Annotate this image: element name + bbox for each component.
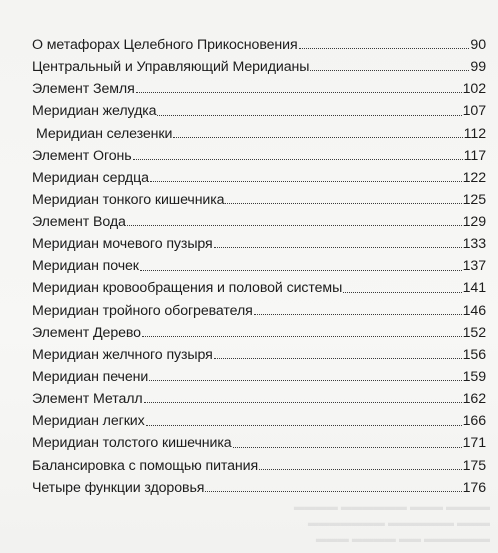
toc-entry: [32, 229, 486, 251]
toc-entry-page: 125: [462, 191, 486, 208]
toc-entry: [32, 362, 486, 384]
toc-entry-title: Четыре функции здоровья: [32, 479, 205, 496]
dot-leader: [310, 70, 469, 71]
toc-entry: [32, 141, 486, 163]
toc-entry-title: Меридиан тонкого кишечника: [32, 191, 225, 208]
dot-leader: [299, 48, 470, 49]
toc-entry: [32, 52, 486, 74]
toc-entry-page: 146: [462, 302, 486, 319]
toc-entry-page: 152: [462, 324, 486, 341]
toc-entry: [32, 274, 486, 296]
toc-entry-title: Элемент Огонь: [32, 147, 132, 164]
toc-entry-page: 162: [462, 391, 486, 408]
dot-leader: [343, 292, 461, 293]
dot-leader: [233, 447, 462, 448]
toc-entry-page: 171: [462, 435, 486, 452]
dot-leader: [149, 380, 461, 381]
toc-entry-page: 129: [462, 214, 486, 231]
toc-entry-page: 176: [462, 479, 486, 496]
dot-leader: [127, 225, 462, 226]
toc-entry-title: Меридиан сердца: [32, 169, 149, 186]
toc-entry: [32, 74, 486, 96]
toc-entry-title: Меридиан почек: [32, 258, 139, 275]
toc-entry: [32, 384, 486, 406]
toc-entry: [32, 296, 486, 318]
toc-entry-page: 112: [463, 125, 486, 142]
toc-entry: [32, 163, 486, 185]
toc-entry-title: Балансировка с помощью питания: [32, 457, 259, 474]
dot-leader: [150, 181, 462, 182]
toc-entry: [32, 185, 486, 207]
toc-entry-title: Меридиан печени: [32, 369, 149, 386]
toc-entry-page: 166: [462, 413, 486, 430]
toc-entry-page: 107: [462, 103, 486, 120]
dot-leader: [157, 115, 461, 116]
toc-entry-title: Меридиан мочевого пузыря: [32, 236, 213, 253]
toc-entry-title: Меридиан толстого кишечника: [32, 435, 232, 452]
toc-entry-title: О метафорах Целебного Прикосновения: [32, 36, 298, 53]
toc-entry-title: Элемент Земля: [32, 81, 135, 98]
toc-entry-title: Меридиан желчного пузыря: [32, 346, 213, 363]
toc-entry: [32, 340, 486, 362]
toc-entry-title: Центральный и Управляющий Меридианы: [32, 59, 310, 76]
toc-entry-title: Меридиан селезенки: [36, 125, 173, 142]
toc-entry-page: 141: [462, 280, 486, 297]
toc-entry-page: 102: [462, 81, 486, 98]
dot-leader: [214, 358, 462, 359]
toc-entry: [32, 207, 486, 229]
toc-entry: [32, 429, 486, 451]
toc-entry-title: Меридиан легких: [32, 413, 145, 430]
dot-leader: [136, 92, 462, 93]
toc-entry: [32, 451, 486, 473]
toc-entry: [32, 318, 486, 340]
dot-leader: [214, 247, 462, 248]
toc-entry: [32, 406, 486, 428]
toc-entry-page: 117: [463, 147, 486, 164]
toc-entry: [32, 251, 486, 273]
dot-leader: [205, 491, 461, 492]
dot-leader: [144, 402, 462, 403]
toc-entry-title: Меридиан тройного обогревателя: [32, 302, 253, 319]
toc-entry-page: 99: [470, 59, 486, 76]
bleed-through-text: ▬▬▬▬ ▬▬▬ ▬▬▬▬▬▬ ▬▬▬▬ ▬▬▬ ▬▬▬▬▬▬ ▬▬▬▬▬▬▬ ▬▬▬▬▬▬ ▬▬ ▬▬▬▬ ▬▬▬: [293, 501, 490, 545]
toc-entry: [32, 30, 486, 52]
toc-entry-page: 133: [462, 236, 486, 253]
toc-entry-page: 156: [462, 346, 486, 363]
toc-entry-title: Элемент Дерево: [32, 324, 141, 341]
toc-entry-title: Меридиан желудка: [32, 103, 157, 120]
table-of-contents: [32, 30, 486, 495]
dot-leader: [146, 425, 462, 426]
dot-leader: [173, 137, 462, 138]
toc-entry-page: 159: [462, 369, 486, 386]
toc-entry: [32, 96, 486, 118]
toc-entry: [32, 473, 486, 495]
dot-leader: [225, 203, 461, 204]
toc-entry-page: 137: [462, 258, 486, 275]
dot-leader: [254, 314, 462, 315]
toc-entry-title: Элемент Металл: [32, 391, 143, 408]
toc-entry-title: Меридиан кровообращения и половой системы: [32, 280, 343, 297]
dot-leader: [140, 270, 462, 271]
toc-entry-page: 175: [462, 457, 486, 474]
toc-entry: [32, 119, 486, 141]
toc-entry-page: 90: [470, 36, 486, 53]
dot-leader: [142, 336, 462, 337]
dot-leader: [133, 159, 463, 160]
dot-leader: [259, 469, 462, 470]
toc-entry-page: 122: [462, 169, 486, 186]
toc-entry-title: Элемент Вода: [32, 214, 126, 231]
